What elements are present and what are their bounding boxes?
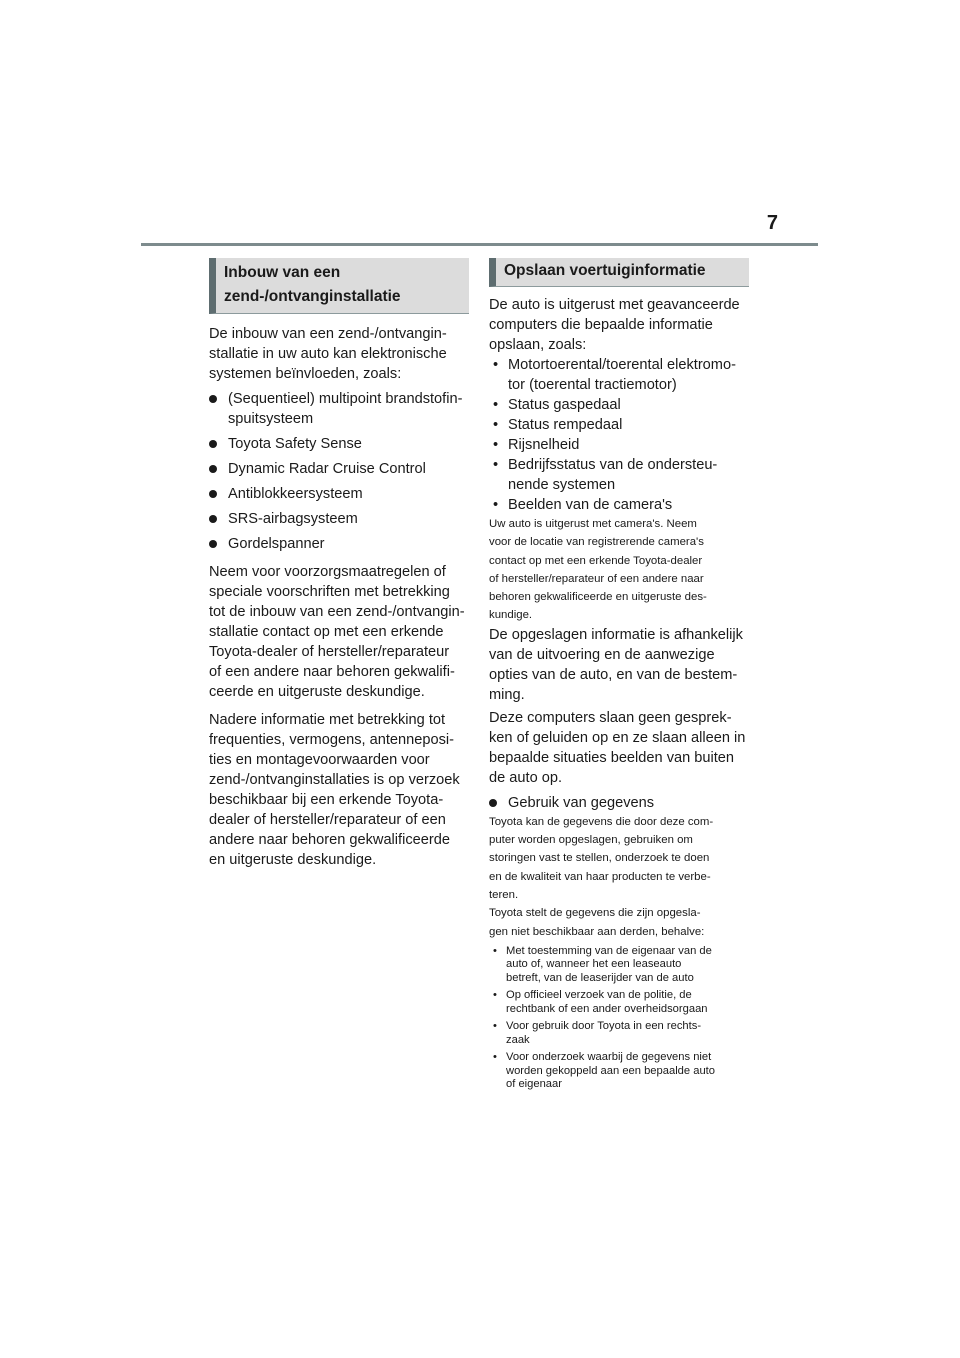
list-item: SRS-airbagsysteem: [209, 509, 469, 529]
bullet-icon: •: [493, 1051, 497, 1064]
usage-note: Toyota kan de gegevens die door deze com- puter worden opgeslagen, gebruiken om storingen vast te stellen, onderzoek te doen en de kwaliteit van haar producten te verbe- teren.: [489, 815, 714, 901]
list-item: Toyota Safety Sense: [209, 434, 469, 454]
bullet-icon: •: [493, 944, 497, 957]
text-line: De inbouw van een zend-/ontvangin-: [209, 326, 447, 342]
bullet-icon: •: [493, 497, 499, 513]
intro-paragraph: [209, 324, 469, 384]
bullet-dot-icon: [209, 395, 217, 403]
precautions-paragraph: Neem voor voorzorgsmaatregelen of speciale voorschriften met betrekking tot de inbouw van een zend-/ontvangin- stallatie contact op met een erkende Toyota-dealer of hersteller/reparateur of een andere naar behoren gekwalifi- ceerde en uitgeruste deskundige.: [209, 564, 465, 700]
right-column: [489, 258, 749, 1092]
page-number: 7: [766, 212, 778, 234]
bullet-icon: •: [493, 397, 499, 413]
list-item: • Status rempedaal: [493, 417, 623, 433]
list-item: (Sequentieel) multipoint brandstofin- spuitsysteem: [209, 389, 469, 429]
bullet-dot-icon: [209, 540, 217, 548]
list-item: • Status gaspedaal: [493, 397, 621, 413]
bullet-dot-icon: [209, 440, 217, 448]
usage-heading-list: [489, 793, 749, 813]
bullet-dot-icon: [489, 799, 497, 807]
header-rule: [141, 243, 818, 246]
list-item: • Bedrijfsstatus van de ondersteu- nende systemen: [493, 457, 718, 493]
list-item: • Met toestemming van de eigenaar van de auto of, wanneer het een leaseauto betreft, van de leaserijder van de auto: [493, 944, 712, 984]
stored-info-list: [489, 355, 749, 515]
bullet-icon: •: [493, 457, 499, 473]
text-line: stallatie in uw auto kan elektronische: [209, 346, 447, 362]
list-item: Dynamic Radar Cruise Control: [209, 459, 469, 479]
bullet-dot-icon: [209, 465, 217, 473]
bullet-icon: •: [493, 357, 499, 373]
list-item: • Beelden van de camera's: [493, 497, 673, 513]
list-item: • Rijsnelheid: [493, 437, 580, 453]
text-line: systemen beïnvloeden, zoals:: [209, 366, 402, 382]
camera-note: Uw auto is uitgerust met camera's. Neem voor de locatie van registrerende camera's contact op met een erkende Toyota-dealer of hersteller/reparateur of een andere naar behoren gekwalificeerde en uitgeruste des- kundige.: [489, 518, 707, 622]
bullet-dot-icon: [209, 515, 217, 523]
bullet-icon: •: [493, 417, 499, 433]
list-item: Antiblokkeersysteem: [209, 484, 469, 504]
heading-line: zend-/ontvanginstallatie: [224, 288, 401, 305]
list-item: Gebruik van gegevens: [489, 793, 749, 813]
section-heading-vehicle-data: [489, 258, 749, 287]
stored-info-paragraph: De opgeslagen informatie is afhankelijk van de uitvoering en de aanwezige opties van de auto, en van de bestem- ming.: [489, 626, 743, 703]
bullet-icon: •: [493, 989, 497, 1002]
list-item: Gordelspanner: [209, 534, 469, 554]
heading-line: Inbouw van een: [224, 264, 341, 281]
heading-line: Opslaan voertuiginformatie: [504, 262, 706, 279]
bullet-icon: •: [493, 437, 499, 453]
list-item: • Op officieel verzoek van de politie, de rechtbank of een ander overheidsorgaan: [493, 989, 708, 1015]
affected-systems-list: [209, 389, 469, 554]
no-audio-paragraph: Deze computers slaan geen gesprek- ken of geluiden op en ze slaan alleen in bepaalde situaties beelden van buiten de auto op.: [489, 709, 746, 786]
bullet-dot-icon: [209, 490, 217, 498]
more-info-paragraph: Nadere informatie met betrekking tot frequenties, vermogens, antenneposi- ties en montagevoorwaarden voor zend-/ontvanginstallaties is op verzoek beschikbaar bij een erkende Toyota- dealer of hersteller/reparateur of een andere naar behoren gekwalificeerde en uitgeruste deskundige.: [209, 712, 460, 868]
sharing-note: Toyota stelt de gegevens die zijn opgesla- gen niet beschikbaar aan derden, behalve:: [489, 907, 705, 938]
list-item: • Motortoerental/toerental elektromo- tor (toerental tractiemotor): [493, 357, 736, 393]
exceptions-list: [489, 945, 749, 1092]
left-column: [209, 258, 469, 870]
bullet-icon: •: [493, 1020, 497, 1033]
list-item: • Voor onderzoek waarbij de gegevens niet worden gekoppeld aan een bepaalde auto of eigenaar: [493, 1051, 716, 1091]
intro-paragraph: De auto is uitgerust met geavanceerde computers die bepaalde informatie opslaan, zoals:: [489, 297, 740, 353]
section-heading-transmitter: [209, 258, 469, 314]
list-item: • Voor gebruik door Toyota in een rechts- zaak: [493, 1020, 702, 1046]
